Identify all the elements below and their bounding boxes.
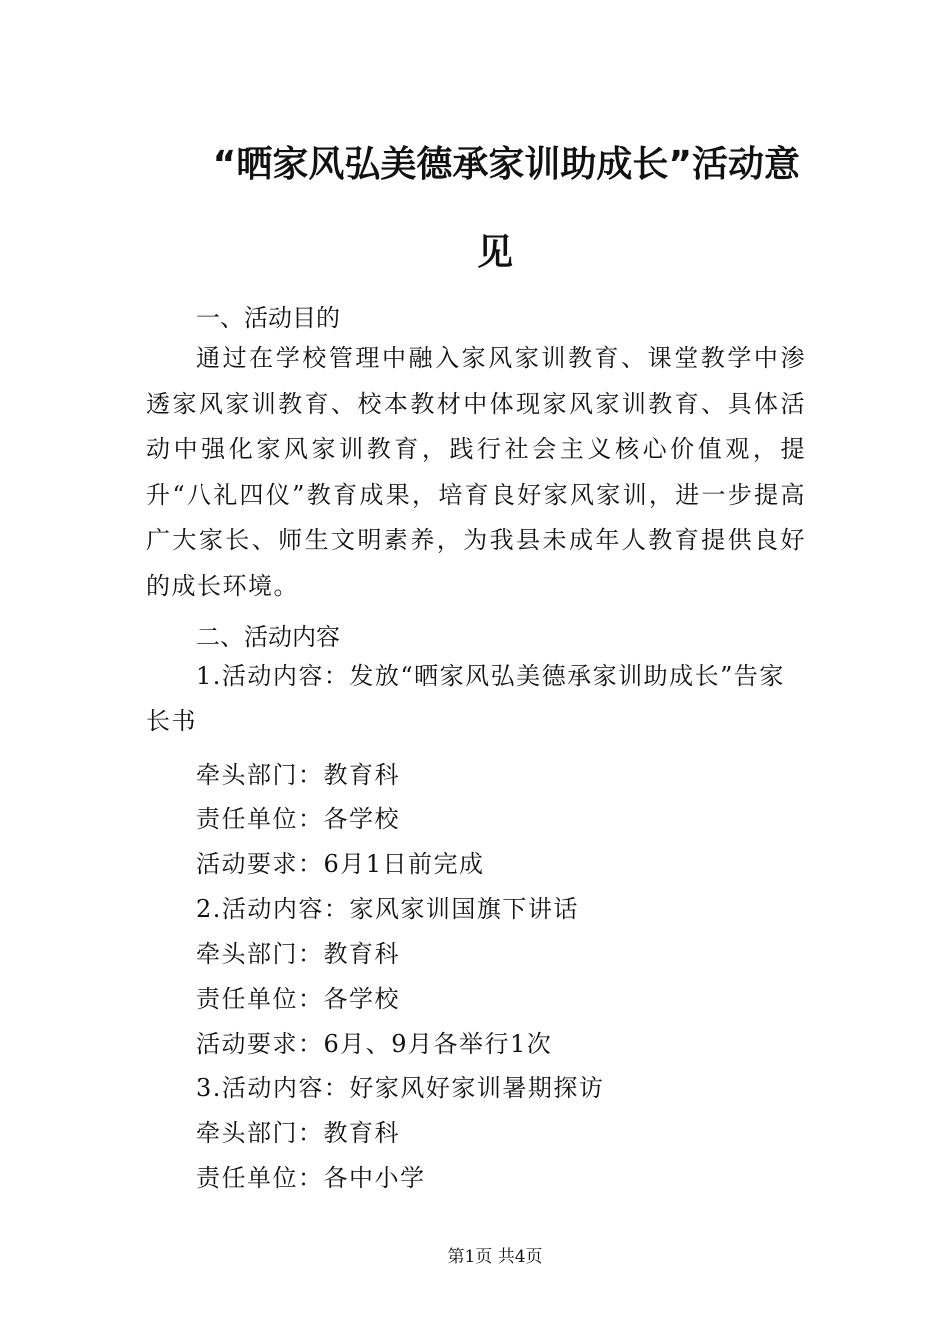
item2-responsible: 责任单位：各学校 xyxy=(196,985,400,1013)
section1-heading: 一、活动目的 xyxy=(196,304,340,332)
item3-responsible: 责任单位：各中小学 xyxy=(196,1164,426,1192)
item1-lead: 牵头部门：教育科 xyxy=(196,761,400,789)
document-title-line1: “晒家风弘美德承家训助成长”活动意 xyxy=(212,144,800,185)
section1-paragraph: 通过在学校管理中融入家风家训教育、课堂教学中渗透家风家训教育、校本教材中体现家风家训教育、具体活动中强化家风家训教育，践行社会主义核心价值观，提升“八礼四仪”教育成果，培育良好家风家训，进一步提高广大家长、师生文明素养，为我县未成年人教育提供良好的成长环境。 xyxy=(146,344,806,600)
section2-heading: 二、活动内容 xyxy=(196,623,340,651)
document-title-line2: 见 xyxy=(476,232,513,273)
item1-content: 1.活动内容：发放“晒家风弘美德承家训助成长”告家长书 xyxy=(146,662,785,735)
item3-lead: 牵头部门：教育科 xyxy=(196,1119,400,1147)
item1-responsible: 责任单位：各学校 xyxy=(196,805,400,833)
item2-requirement: 活动要求：6月、9月各举行1次 xyxy=(196,1030,553,1058)
item2-content: 2.活动内容：家风家训国旗下讲话 xyxy=(196,895,579,923)
item2-lead: 牵头部门：教育科 xyxy=(196,940,400,968)
item1-requirement: 活动要求：6月1日前完成 xyxy=(196,850,485,878)
page-footer: 第1页 共4页 xyxy=(447,1247,543,1267)
item3-content: 3.活动内容：好家风好家训暑期探访 xyxy=(196,1074,605,1102)
